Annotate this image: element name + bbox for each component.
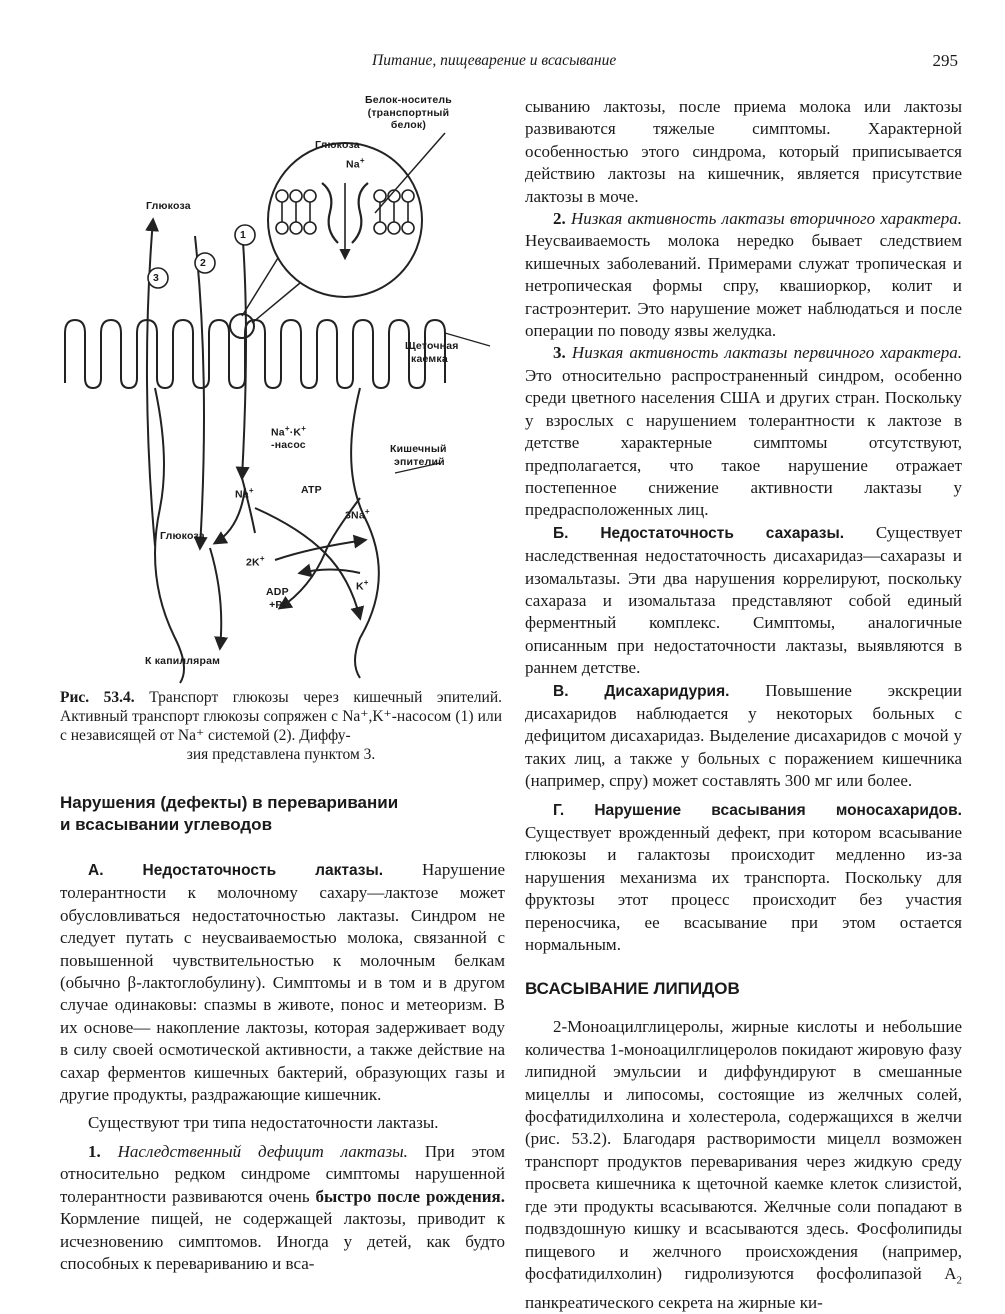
label-inset-glucose: Глюкоза — [315, 139, 360, 151]
label-glucose-bottom: Глюкоза — [160, 530, 205, 542]
label-to-capillaries: К капиллярам — [145, 655, 221, 667]
running-head: Питание, пищеварение и всасывание — [372, 52, 617, 69]
label-3na: 3Na+ — [345, 507, 370, 522]
paragraph-three-types: Существуют три типа недостаточности лактазы. — [88, 1113, 439, 1133]
label-carrier-protein: Белок-носитель (транспортный белок) — [365, 94, 452, 132]
section-title-carbohydrates: Нарушения (дефекты) в переваривании и всасывании углеводов — [60, 793, 399, 834]
left-column — [60, 792, 505, 1275]
label-inset-na: Na+ — [346, 156, 365, 171]
label-k: K+ — [356, 578, 369, 593]
label-route-1: 1 — [240, 229, 247, 241]
figure-caption — [60, 688, 502, 764]
label-na-in: Na+ — [235, 486, 254, 501]
cell-membrane-right — [351, 388, 379, 678]
paragraph-monosaccharides: Г. Нарушение всасывания моносахаридов. Существует врожденный дефект, при котором всасывание глюкозы и галактозы происходит медленно из-за нарушения механизма их транспорта. Поскольку для фруктозы этот процесс происходит без участия переносчика, ее всасывание при этом остается нормальным. — [525, 801, 962, 955]
paragraph-continuation: сыванию лактозы, после приема молока или лактозы развиваются тяжелые симптомы. Характерной особенностью этого синдрома, который приписывается действию лактозы на кишечник, является присутствие лактозы в моче. — [525, 97, 962, 206]
label-brush-border: Щеточная каемка — [405, 340, 459, 365]
label-route-2: 2 — [200, 257, 207, 269]
section-title-lipids: ВСАСЫВАНИЕ ЛИПИДОВ — [525, 979, 740, 999]
caption-text: Транспорт глюкозы через кишечный эпителий. Активный транспорт глюкозы сопряжен с Na⁺,K⁺-насосом (1) или с независящей от Na⁺ системой (2). Диффу- — [60, 689, 503, 744]
label-2k: 2K+ — [246, 554, 265, 569]
page-number: 295 — [932, 51, 958, 70]
paragraph-disacchariduria: В. Дисахаридурия. Повышение экскреции дисахаридов наблюдается у некоторых больных с дефицитом дисахаридаз. Выделение дисахаридов с мочой у таких лиц, а также у больных с поражением кишечника (например, спру) может составлять 300 мг или более. — [525, 680, 962, 791]
paragraph-lactase-deficiency: А. Недостаточность лактазы. Нарушение толерантности к молочному сахару—лактозе может обусловливаться недостаточностью лактазы. Синдром не следует путать с неусваиваемостью молока, связанной с повышенной чувствительностью к молочным белкам (обычно β-лактоглобулину). Симптомы и в том и в другом случае одинаковы: спазмы в животе, понос и метеоризм. В их основе— накопление лактозы, которая задерживает воду в силу своей осмотической активности, а также действие на сахар ферментов кишечных бактерий, образующих газы и другие продукты, раздражающие кишечник. — [60, 860, 505, 1105]
label-glucose-top: Глюкоза — [146, 200, 191, 212]
zoom-circle — [230, 314, 254, 338]
paragraph-hereditary: 1. Наследственный дефицит лактазы. При этом относительно редком синдроме симптомы нарушенной толерантности развиваются очень быстро после рождения. Кормление пищей, не содержащей лактозы, приводит к исчезновению симптомов. Иногда у детей, как будто способных к перевариванию и вса- — [60, 1141, 506, 1273]
label-na-k-pump: Na+·K+ -насос — [271, 424, 307, 452]
glucose-out-arrow — [210, 548, 221, 648]
paragraph-primary: 3. Низкая активность лактазы первичного характера. Это относительно распространенный синдром, особенно среди цветного населения США и других стран. Поскольку у взрослых с нарушением толерантности к лактозе в детстве характерные симптомы отсутствуют, предполагается, что такое нарушение отражает постепенное снижение активности лактазы у предрасположенных лиц. — [525, 343, 963, 520]
caption-label: Рис. 53.4. — [60, 689, 135, 706]
label-route-3: 3 — [153, 272, 160, 284]
label-adp: ADP +Pi — [266, 586, 289, 611]
brush-border-membrane — [65, 320, 445, 388]
label-atp: ATP — [301, 484, 322, 496]
label-epithelium: Кишечный эпителий — [390, 443, 447, 468]
route-2-arrow — [195, 236, 207, 548]
paragraph-lipids: 2-Моноацилглицеролы, жирные кислоты и небольшие количества 1-моноацилглицеролов покидают жировую фазу липидной эмульсии и диффундируют в смешанные мицеллы и липосомы, состоящие из желчных солей, фосфатидилхолина и холестерола, содержащихся в желчи (рис. 53.2). Благодаря растворимости мицелл возможен транспорт продуктов переваривания через жидкую среду просвета кишечника к щеточной каемке клеток слизистой, где эти продукты всасываются. Желчные соли попадают в подвздошную кишку и всасываются здесь. Фосфолипиды пищевого и желчного происхождения (например, фосфатидилхолин) гидролизуются фосфолипазой $A_2$ панкреатического секрета на жирные ки- — [525, 1017, 962, 1312]
caption-text-end: зия представлена пунктом 3. — [186, 746, 376, 763]
paragraph-sucrase: Б. Недостаточность сахаразы. Существует наследственная недостаточность дисахаридаз—сахаразы и изомальтазы. Эти два нарушения коррелируют, поскольку сахараза и изомальтаза представляют собой единый ферментный комплекс. Симптомы, аналогичные описанным при недостаточности лактазы, выявляются в раннем детстве. — [525, 522, 963, 678]
right-column — [525, 96, 962, 1314]
figure-glucose-transport — [60, 78, 510, 688]
bilayer — [276, 183, 414, 258]
paragraph-secondary: 2. Низкая активность лактазы вторичного характера. Неусваиваемость молока нередко бывает следствием кишечных заболеваний. Примерами служат тропическая и нетропическая формы спру, квашиоркор, колит и гастроэнтерит. Это нарушение может наблюдаться и после операции по поводу язвы желудка. — [525, 209, 962, 341]
